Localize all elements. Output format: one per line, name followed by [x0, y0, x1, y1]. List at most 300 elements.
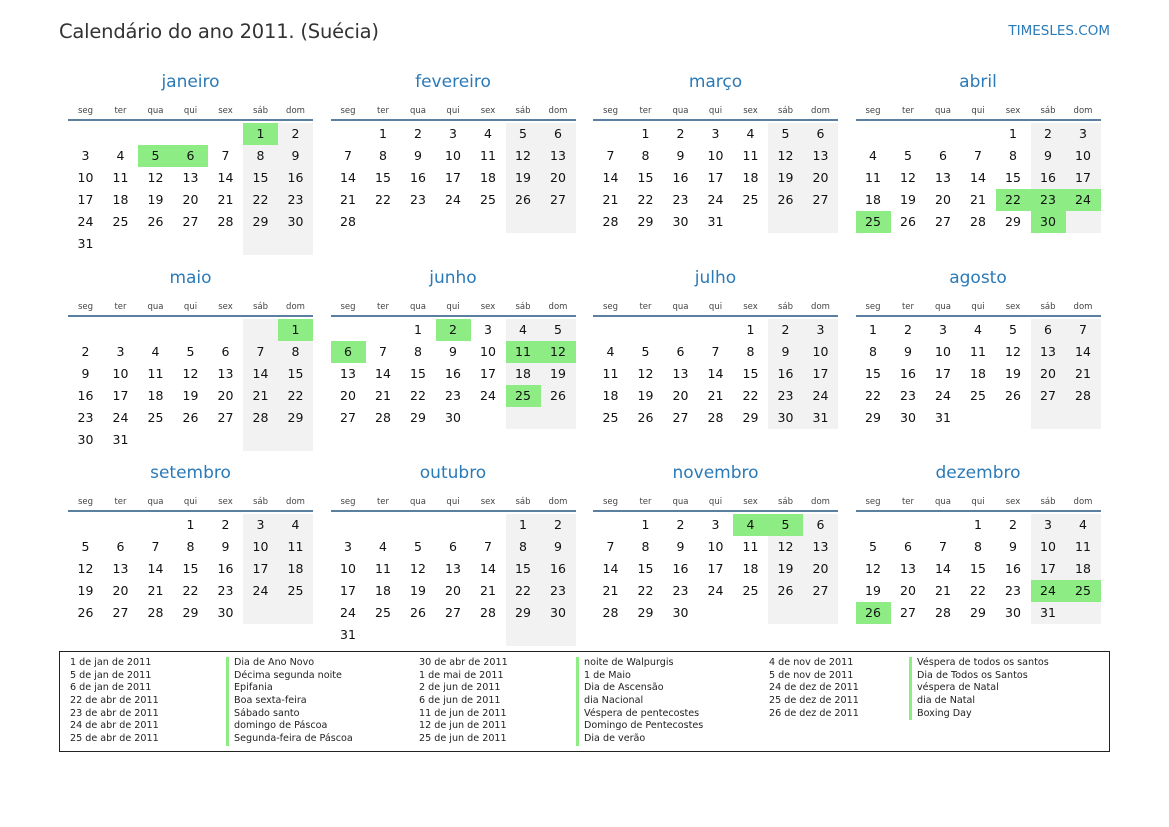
day-cell: 25	[278, 580, 313, 602]
day-cell: 13	[217, 366, 234, 381]
day-cell: 29	[637, 214, 654, 229]
day-cell: 9	[768, 341, 803, 363]
day-cell: 15	[410, 366, 426, 381]
weekday-label: seg	[865, 106, 881, 116]
day-cell: 12	[768, 536, 803, 558]
weekday-label: qui	[971, 302, 985, 312]
legend-date: 4 de nov de 2011	[769, 657, 854, 668]
day-cell: 2	[278, 123, 313, 145]
empty-weekend-cell	[1066, 211, 1101, 233]
day-cell: 1	[641, 126, 650, 141]
weekday-label: qua	[147, 302, 164, 312]
day-cell: 5	[81, 539, 90, 554]
day-cell: 8	[379, 148, 387, 163]
day-cell: 7	[344, 148, 352, 163]
day-cell: 14	[480, 561, 496, 576]
legend-holiday-name: Véspera de todos os santos	[917, 657, 1049, 668]
weekday-label: seg	[602, 106, 619, 116]
day-cell: 20	[340, 388, 356, 403]
day-cell: 20	[217, 388, 234, 403]
day-cell: 20	[541, 167, 576, 189]
day-cell: 9	[676, 539, 685, 554]
day-cell: 6	[541, 123, 576, 145]
weekday-label: sáb	[777, 497, 794, 507]
day-cell: 12	[77, 561, 94, 576]
day-cell: 1	[379, 126, 387, 141]
empty-weekend-cell	[506, 211, 541, 233]
day-cell: 26	[541, 385, 576, 407]
empty-weekend-cell	[243, 429, 278, 451]
day-cell: 15	[243, 167, 278, 189]
weekday-label: sáb	[777, 302, 794, 312]
day-cell: 11	[742, 148, 759, 163]
day-cell: 28	[375, 410, 391, 425]
day-cell: 19	[900, 192, 916, 207]
day-cell: 30	[768, 407, 803, 429]
legend-date: 6 de jun de 2011	[419, 695, 501, 707]
day-cell: 7	[243, 341, 278, 363]
day-cell: 28	[707, 410, 724, 425]
day-cell: 24	[243, 580, 278, 602]
day-cell: 1	[746, 322, 755, 337]
holiday-day-cell: 1	[278, 319, 313, 341]
day-cell: 22	[970, 583, 986, 598]
day-cell: 26	[768, 189, 803, 211]
day-cell: 19	[410, 583, 426, 598]
day-cell: 18	[147, 388, 164, 403]
day-cell: 6	[1031, 319, 1066, 341]
day-cell: 30	[1005, 605, 1021, 620]
weekday-label: sex	[743, 302, 758, 312]
empty-weekend-cell	[278, 602, 313, 624]
day-cell: 20	[935, 192, 951, 207]
weekday-label: seg	[340, 497, 356, 507]
day-cell: 20	[445, 583, 461, 598]
day-cell: 9	[904, 344, 912, 359]
weekday-label: dom	[811, 497, 830, 507]
day-cell: 22	[506, 580, 541, 602]
day-cell: 8	[278, 341, 313, 363]
day-cell: 16	[672, 170, 689, 185]
day-cell: 22	[278, 385, 313, 407]
legend-date: 25 de abr de 2011	[70, 733, 159, 745]
day-cell: 23	[445, 388, 461, 403]
weekday-label: ter	[114, 302, 127, 312]
weekday-label: seg	[77, 302, 94, 312]
legend-date: 1 de mai de 2011	[419, 669, 504, 681]
day-cell: 16	[900, 366, 916, 381]
day-cell: 20	[672, 388, 689, 403]
day-cell: 28	[602, 605, 619, 620]
day-cell: 28	[217, 214, 234, 229]
day-cell: 4	[1066, 514, 1101, 536]
day-cell: 29	[970, 605, 986, 620]
day-cell: 16	[672, 561, 689, 576]
legend-dates-column	[70, 657, 159, 746]
day-cell: 27	[445, 605, 461, 620]
holiday-day-cell: 11	[506, 341, 541, 363]
day-cell: 6	[803, 123, 838, 145]
day-cell: 17	[1066, 167, 1101, 189]
day-cell: 22	[865, 388, 881, 403]
day-cell: 14	[935, 561, 951, 576]
day-cell: 14	[970, 170, 986, 185]
day-cell: 13	[1031, 341, 1066, 363]
empty-weekend-cell	[768, 211, 803, 233]
empty-weekend-cell	[768, 602, 803, 624]
weekday-label: ter	[114, 106, 127, 116]
day-cell: 8	[641, 539, 650, 554]
day-cell: 3	[711, 126, 720, 141]
day-cell: 30	[900, 410, 916, 425]
legend-names-column	[909, 657, 1049, 720]
legend-date: 24 de dez de 2011	[769, 682, 859, 694]
weekday-label: ter	[376, 497, 390, 507]
day-cell: 11	[970, 344, 986, 359]
day-cell: 8	[1009, 148, 1017, 163]
day-cell: 22	[410, 388, 426, 403]
day-cell: 30	[672, 605, 689, 620]
day-cell: 21	[147, 583, 164, 598]
day-cell: 27	[935, 214, 951, 229]
weekday-label: sex	[480, 302, 496, 312]
weekday-label: seg	[602, 302, 619, 312]
day-cell: 29	[243, 211, 278, 233]
day-cell: 7	[151, 539, 160, 554]
day-cell: 12	[182, 366, 199, 381]
month-name: outubro	[419, 463, 487, 483]
day-cell: 13	[445, 561, 461, 576]
day-cell: 19	[1005, 366, 1021, 381]
day-cell: 20	[112, 583, 129, 598]
header-rule	[68, 119, 313, 121]
day-cell: 30	[672, 214, 689, 229]
weekday-label: dom	[286, 497, 305, 507]
weekday-label: qui	[971, 106, 985, 116]
day-cell: 16	[1031, 167, 1066, 189]
day-cell: 25	[602, 410, 619, 425]
day-cell: 20	[182, 192, 199, 207]
day-cell: 14	[602, 561, 619, 576]
legend-names-column	[226, 657, 353, 746]
holiday-day-cell: 5	[768, 514, 803, 536]
weekday-label: qua	[147, 106, 164, 116]
day-cell: 12	[637, 366, 654, 381]
day-cell: 24	[77, 214, 94, 229]
day-cell: 1	[186, 517, 195, 532]
day-cell: 30	[445, 410, 461, 425]
day-cell: 7	[484, 539, 492, 554]
weekday-label: dom	[811, 106, 830, 116]
day-cell: 3	[1066, 123, 1101, 145]
day-cell: 19	[865, 583, 881, 598]
holiday-day-cell: 23	[1031, 189, 1066, 211]
legend-holiday-name: domingo de Páscoa	[234, 720, 328, 732]
holiday-day-cell: 5	[138, 145, 173, 167]
empty-weekend-cell	[803, 211, 838, 233]
weekday-label: dom	[286, 302, 305, 312]
day-cell: 13	[935, 170, 951, 185]
day-cell: 13	[803, 145, 838, 167]
day-cell: 14	[602, 170, 619, 185]
weekday-label: qua	[935, 497, 951, 507]
day-cell: 16	[77, 388, 94, 403]
weekday-label: qui	[183, 302, 198, 312]
day-cell: 23	[410, 192, 426, 207]
day-cell: 5	[869, 539, 877, 554]
day-cell: 15	[182, 561, 199, 576]
day-cell: 28	[602, 214, 619, 229]
day-cell: 10	[1031, 536, 1066, 558]
day-cell: 24	[803, 385, 838, 407]
day-cell: 17	[707, 561, 724, 576]
day-cell: 21	[243, 385, 278, 407]
day-cell: 2	[1009, 517, 1017, 532]
weekday-label: sex	[1005, 497, 1021, 507]
day-cell: 17	[445, 170, 461, 185]
legend-date: 25 de jun de 2011	[419, 733, 507, 745]
day-cell: 25	[480, 192, 496, 207]
day-cell: 6	[904, 539, 912, 554]
header-rule	[68, 510, 313, 512]
day-cell: 4	[606, 344, 615, 359]
day-cell: 2	[676, 517, 685, 532]
day-cell: 10	[707, 539, 724, 554]
day-cell: 1	[974, 517, 982, 532]
day-cell: 31	[340, 627, 356, 642]
day-cell: 15	[375, 170, 391, 185]
weekday-label: ter	[901, 302, 915, 312]
day-cell: 24	[340, 605, 356, 620]
weekday-label: qua	[410, 302, 426, 312]
day-cell: 9	[676, 148, 685, 163]
day-cell: 17	[1031, 558, 1066, 580]
empty-weekend-cell	[243, 233, 278, 255]
day-cell: 2	[1031, 123, 1066, 145]
day-cell: 14	[147, 561, 164, 576]
month-name: abril	[959, 72, 997, 92]
day-cell: 15	[637, 561, 654, 576]
day-cell: 24	[935, 388, 951, 403]
day-cell: 31	[1031, 602, 1066, 624]
day-cell: 27	[182, 214, 199, 229]
day-cell: 15	[742, 366, 759, 381]
day-cell: 28	[147, 605, 164, 620]
empty-weekend-cell	[278, 233, 313, 255]
day-cell: 11	[1066, 536, 1101, 558]
day-cell: 10	[935, 344, 951, 359]
day-cell: 14	[340, 170, 356, 185]
day-cell: 21	[375, 388, 391, 403]
month-name: setembro	[150, 463, 231, 483]
day-cell: 15	[278, 363, 313, 385]
empty-weekend-cell	[278, 429, 313, 451]
day-cell: 1	[1009, 126, 1017, 141]
weekday-label: sáb	[777, 106, 794, 116]
day-cell: 15	[637, 170, 654, 185]
legend-holiday-name: Véspera de pentecostes	[584, 707, 700, 719]
day-cell: 5	[541, 319, 576, 341]
day-cell: 2	[414, 126, 422, 141]
legend-holiday-name: Sábado santo	[234, 707, 300, 719]
day-cell: 27	[900, 605, 916, 620]
day-cell: 1	[414, 322, 422, 337]
day-cell: 27	[217, 410, 234, 425]
day-cell: 17	[112, 388, 129, 403]
weekday-label: qua	[672, 497, 689, 507]
weekday-label: ter	[901, 497, 915, 507]
day-cell: 30	[541, 602, 576, 624]
day-cell: 8	[414, 344, 422, 359]
day-cell: 21	[1066, 363, 1101, 385]
brand-link[interactable]: TIMESLES.COM	[1008, 23, 1110, 39]
day-cell: 15	[970, 561, 986, 576]
day-cell: 24	[707, 583, 724, 598]
day-cell: 10	[112, 366, 129, 381]
day-cell: 1	[869, 322, 877, 337]
day-cell: 10	[340, 561, 356, 576]
day-cell: 19	[182, 388, 199, 403]
weekday-label: dom	[1073, 497, 1093, 507]
weekday-label: qua	[935, 106, 951, 116]
header-rule	[593, 119, 838, 121]
day-cell: 26	[410, 605, 426, 620]
legend-date: 24 de abr de 2011	[70, 720, 159, 732]
day-cell: 23	[900, 388, 916, 403]
day-cell: 17	[243, 558, 278, 580]
day-cell: 17	[340, 583, 356, 598]
day-cell: 11	[480, 148, 496, 163]
day-cell: 20	[900, 583, 916, 598]
day-cell: 9	[1031, 145, 1066, 167]
day-cell: 21	[480, 583, 496, 598]
weekday-label: dom	[286, 106, 305, 116]
day-cell: 13	[112, 561, 129, 576]
empty-weekend-cell	[506, 407, 541, 429]
day-cell: 17	[707, 170, 724, 185]
day-cell: 31	[707, 214, 724, 229]
day-cell: 19	[637, 388, 654, 403]
holiday-day-cell: 12	[541, 341, 576, 363]
day-cell: 19	[506, 167, 541, 189]
weekday-label: sex	[480, 497, 496, 507]
day-cell: 2	[81, 344, 90, 359]
day-cell: 26	[900, 214, 916, 229]
holiday-day-cell: 22	[996, 189, 1031, 211]
day-cell: 12	[147, 170, 164, 185]
day-cell: 29	[182, 605, 199, 620]
weekday-label: qui	[446, 497, 460, 507]
day-cell: 5	[186, 344, 195, 359]
day-cell: 8	[869, 344, 877, 359]
day-cell: 10	[77, 170, 94, 185]
day-cell: 14	[217, 170, 234, 185]
day-cell: 26	[77, 605, 94, 620]
day-cell: 18	[278, 558, 313, 580]
day-cell: 25	[112, 214, 129, 229]
day-cell: 4	[379, 539, 387, 554]
day-cell: 5	[506, 123, 541, 145]
month-name: maio	[169, 268, 212, 288]
day-cell: 21	[340, 192, 356, 207]
day-cell: 11	[278, 536, 313, 558]
weekday-label: qua	[410, 106, 426, 116]
legend-date: 22 de abr de 2011	[70, 695, 159, 707]
legend-date: 11 de jun de 2011	[419, 707, 507, 719]
weekday-label: qui	[183, 106, 198, 116]
weekday-label: dom	[811, 302, 830, 312]
day-cell: 26	[768, 580, 803, 602]
day-cell: 26	[147, 214, 164, 229]
holiday-day-cell: 6	[173, 145, 208, 167]
day-cell: 11	[112, 170, 129, 185]
weekday-label: qua	[410, 497, 426, 507]
day-cell: 19	[768, 167, 803, 189]
holiday-day-cell: 25	[506, 385, 541, 407]
day-cell: 9	[541, 536, 576, 558]
header-rule	[856, 510, 1101, 512]
day-cell: 21	[602, 192, 619, 207]
empty-weekend-cell	[541, 211, 576, 233]
day-cell: 17	[935, 366, 951, 381]
day-cell: 25	[375, 605, 391, 620]
day-cell: 4	[974, 322, 982, 337]
weekday-label: sáb	[515, 302, 531, 312]
weekday-label: dom	[548, 497, 568, 507]
day-cell: 23	[1005, 583, 1021, 598]
weekday-label: sex	[743, 106, 758, 116]
weekday-label: sáb	[252, 302, 269, 312]
day-cell: 28	[970, 214, 986, 229]
day-cell: 29	[865, 410, 881, 425]
day-cell: 27	[672, 410, 689, 425]
day-cell: 18	[375, 583, 391, 598]
day-cell: 20	[803, 167, 838, 189]
day-cell: 2	[676, 126, 685, 141]
header-rule	[593, 315, 838, 317]
weekday-label: qui	[708, 497, 723, 507]
day-cell: 21	[217, 192, 234, 207]
weekday-label: sex	[1005, 302, 1021, 312]
day-cell: 3	[1031, 514, 1066, 536]
weekday-label: sáb	[515, 497, 531, 507]
legend-holiday-name: dia Nacional	[584, 695, 644, 707]
day-cell: 28	[340, 214, 356, 229]
day-cell: 11	[147, 366, 164, 381]
weekday-label: sex	[743, 497, 758, 507]
day-cell: 9	[278, 145, 313, 167]
weekday-label: sex	[1005, 106, 1021, 116]
legend-date: 5 de jan de 2011	[70, 669, 152, 681]
month-name: junho	[429, 268, 477, 288]
day-cell: 18	[480, 170, 496, 185]
weekday-label: qui	[708, 106, 723, 116]
legend-date: 6 de jan de 2011	[70, 682, 152, 694]
day-cell: 21	[707, 388, 724, 403]
day-cell: 10	[480, 344, 496, 359]
day-cell: 2	[768, 319, 803, 341]
weekday-label: qui	[446, 302, 460, 312]
empty-weekend-cell	[243, 319, 278, 341]
header-rule	[331, 315, 576, 317]
day-cell: 23	[217, 583, 234, 598]
day-cell: 16	[278, 167, 313, 189]
day-cell: 7	[606, 148, 615, 163]
day-cell: 10	[803, 341, 838, 363]
legend-date: 30 de abr de 2011	[419, 657, 508, 668]
day-cell: 28	[935, 605, 951, 620]
day-cell: 3	[449, 126, 457, 141]
